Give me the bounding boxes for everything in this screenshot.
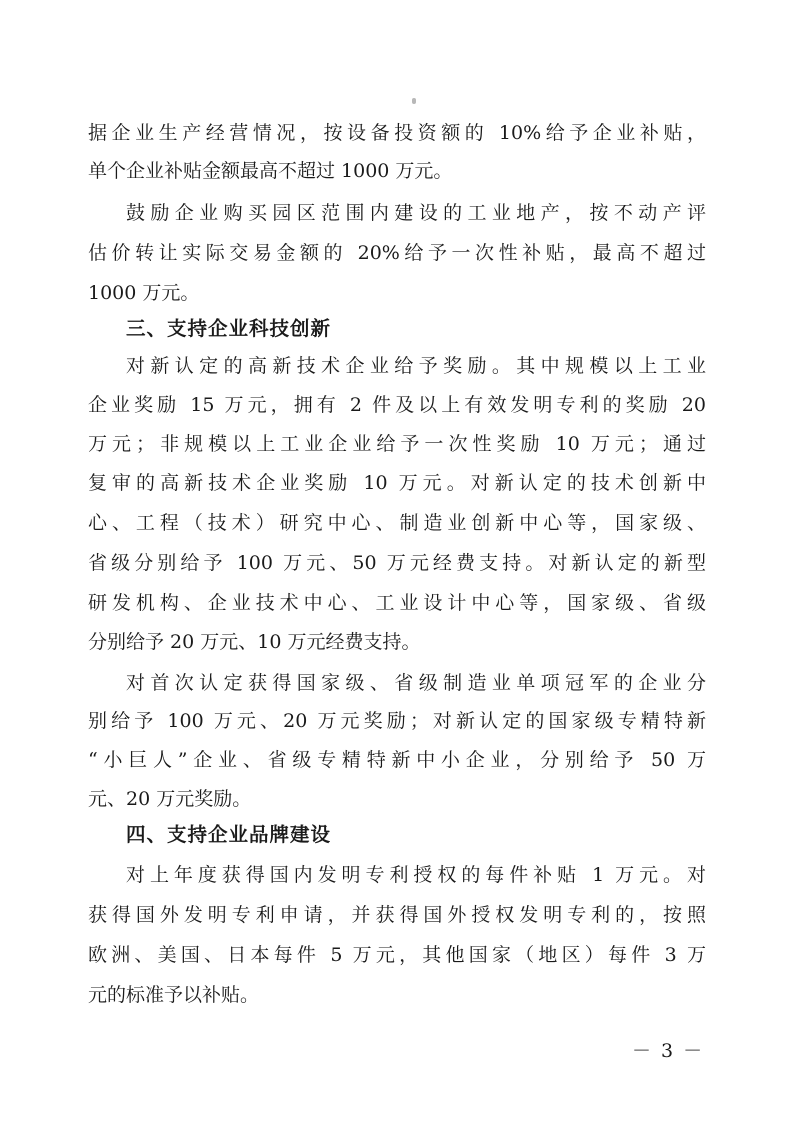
section-heading-4: 四、支持企业品牌建设	[126, 823, 332, 846]
paragraph-4-line-4: 元、20 万元奖励。	[88, 788, 252, 810]
paragraph-3-line-1: 对新认定的高新技术企业给予奖励。其中规模以上工业	[126, 355, 706, 377]
paragraph-3-line-7: 研发机构、企业技术中心、工业设计中心等，国家级、省级	[88, 592, 706, 614]
paragraph-5-line-1: 对上年度获得国内发明专利授权的每件补贴 1 万元。对	[126, 864, 706, 886]
paragraph-1-line-2: 单个企业补贴金额最高不超过 1000 万元。	[88, 160, 453, 182]
paragraph-2-line-2: 估价转让实际交易金额的 20%给予一次性补贴，最高不超过	[88, 242, 706, 264]
page-number: － 3 －	[632, 1040, 705, 1062]
paragraph-4-line-1: 对首次认定获得国家级、省级制造业单项冠军的企业分	[126, 672, 706, 694]
paragraph-1-line-1: 据企业生产经营情况，按设备投资额的 10%给予企业补贴，	[88, 122, 706, 144]
section-heading-3: 三、支持企业科技创新	[126, 317, 332, 340]
scan-speck	[412, 98, 416, 104]
paragraph-2-line-3: 1000 万元。	[88, 282, 200, 304]
paragraph-5-line-3: 欧洲、美国、日本每件 5 万元，其他国家（地区）每件 3 万	[88, 944, 706, 966]
paragraph-3-line-5: 心、工程（技术）研究中心、制造业创新中心等，国家级、	[88, 512, 706, 534]
paragraph-3-line-6: 省级分别给予 100 万元、50 万元经费支持。对新认定的新型	[88, 552, 706, 574]
paragraph-4-line-2: 别给予 100 万元、20 万元奖励；对新认定的国家级专精特新	[88, 710, 706, 732]
paragraph-3-line-3: 万元；非规模以上工业企业给予一次性奖励 10 万元；通过	[88, 433, 706, 455]
paragraph-3-line-8: 分别给予 20 万元、10 万元经费支持。	[88, 631, 421, 653]
paragraph-3-line-2: 企业奖励 15 万元，拥有 2 件及以上有效发明专利的奖励 20	[88, 394, 706, 416]
paragraph-5-line-4: 元的标准予以补贴。	[88, 984, 260, 1006]
paragraph-2-line-1: 鼓励企业购买园区范围内建设的工业地产，按不动产评	[126, 202, 706, 224]
paragraph-4-line-3: “小巨人”企业、省级专精特新中小企业，分别给予 50 万	[88, 749, 706, 771]
paragraph-5-line-2: 获得国外发明专利申请，并获得国外授权发明专利的，按照	[88, 904, 706, 926]
paragraph-3-line-4: 复审的高新技术企业奖励 10 万元。对新认定的技术创新中	[88, 472, 706, 494]
